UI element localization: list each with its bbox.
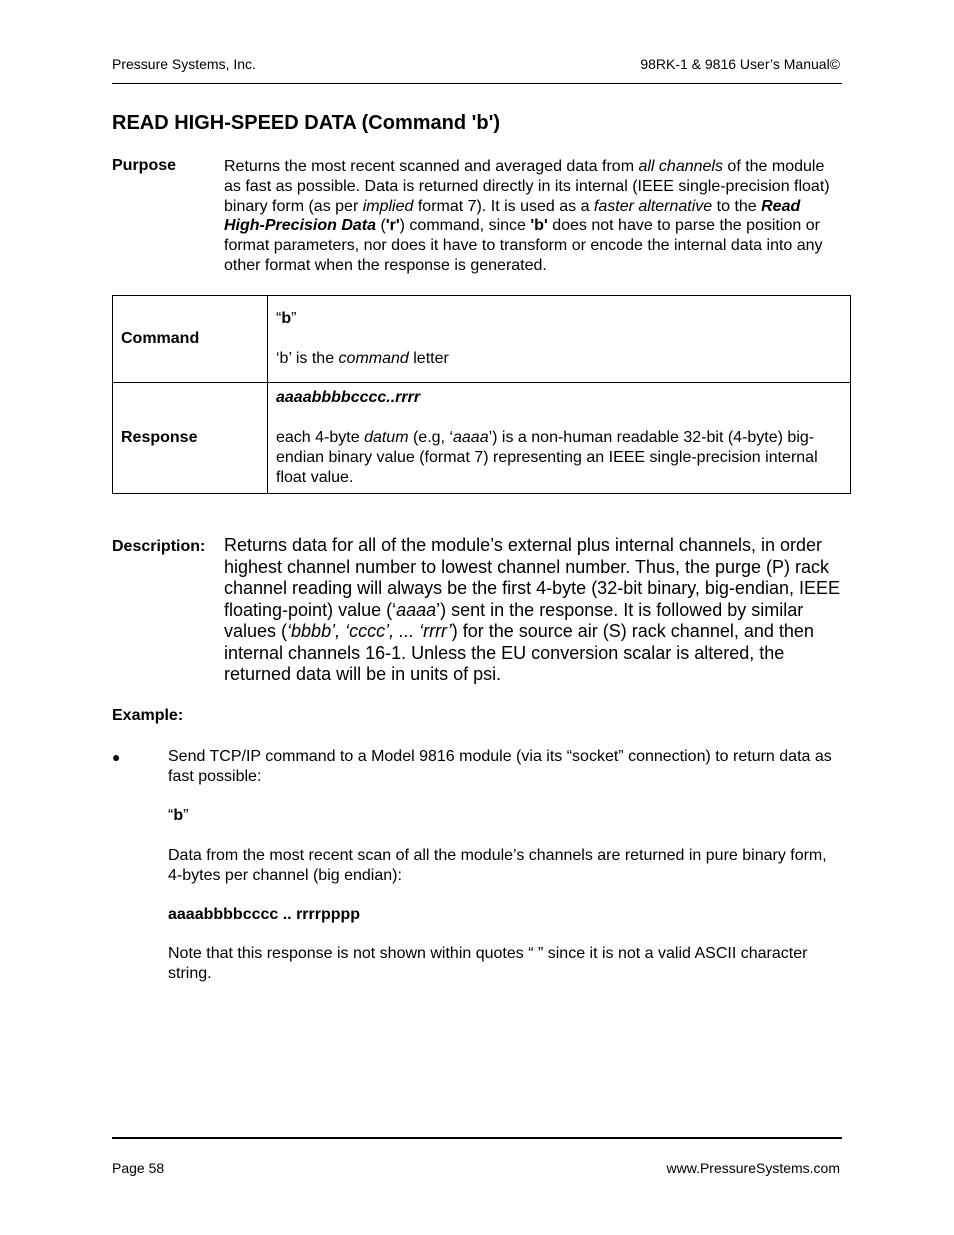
example-note: Note that this response is not shown within quotes “ ” since it is not a valid ASCII character string.: [168, 945, 808, 982]
example-step: Send TCP/IP command to a Model 9816 module (via its “socket” connection) to return data as fast possible:: [168, 748, 832, 785]
command-value: “b”: [276, 310, 297, 327]
table-row-command: [113, 296, 851, 383]
description-text: Returns data for all of the module’s external plus internal channels, in order highest channel number to lowest channel number. Thus, the purge (P) rack channel reading will always be the first 4-byte (32-bit binary, big-endian, IEEE floating-point) value (‘aaaa’) sent in the response. It is followed by similar values (‘bbbb’, ‘cccc’, ... ‘rrrr’) for the source air (S) rack channel, and then internal channels 16-1. Unless the EU conversion scalar is altered, the returned data will be in units of psi.: [224, 535, 840, 684]
response-label: Response: [113, 383, 268, 494]
footer-url: www.PressureSystems.com: [666, 1160, 840, 1176]
response-value: aaaabbbbcccc..rrrr: [276, 389, 421, 406]
purpose-label: Purpose: [112, 157, 177, 174]
description-label: Description:: [112, 538, 206, 555]
footer-rule: [112, 1137, 842, 1139]
table-row-response: [113, 383, 851, 494]
example-result-text: Data from the most recent scan of all the module’s channels are returned in pure binary form, 4-bytes per channel (big endian):: [168, 847, 827, 884]
example-response: aaaabbbbcccc .. rrrrpppp: [168, 906, 361, 923]
command-cell: [268, 296, 851, 383]
response-description: each 4-byte datum (e.g, ‘aaaa’) is a non-human readable 32-bit (4-byte) big-endian binary value (format 7) representing an IEEE single-precision internal float value.: [276, 429, 818, 486]
header-manual-title: 98RK-1 & 9816 User’s Manual©: [640, 56, 840, 72]
command-table: [112, 295, 851, 494]
command-description: ‘b’ is the command letter: [276, 350, 449, 367]
footer-page-number: Page 58: [112, 1160, 165, 1176]
header-company: Pressure Systems, Inc.: [112, 56, 256, 72]
bullet-icon: ●: [112, 749, 121, 765]
response-cell: [268, 383, 851, 494]
example-command: “b”: [168, 807, 189, 824]
page-title: READ HIGH-SPEED DATA (Command 'b'): [112, 112, 501, 134]
command-label: Command: [113, 296, 268, 383]
purpose-text: Returns the most recent scanned and averaged data from all channels of the module as fast as possible. Data is returned directly in its internal (IEEE single-precision float) binary form (as per implied format 7). It is used as a faster alternative to the Read High-Precision Data ('r') command, since 'b' does not have to parse the position or format parameters, nor does it have to transform or encode the internal data into any other format when the response is generated.: [224, 158, 830, 274]
example-label: Example:: [112, 707, 184, 724]
header-rule: [112, 83, 842, 84]
